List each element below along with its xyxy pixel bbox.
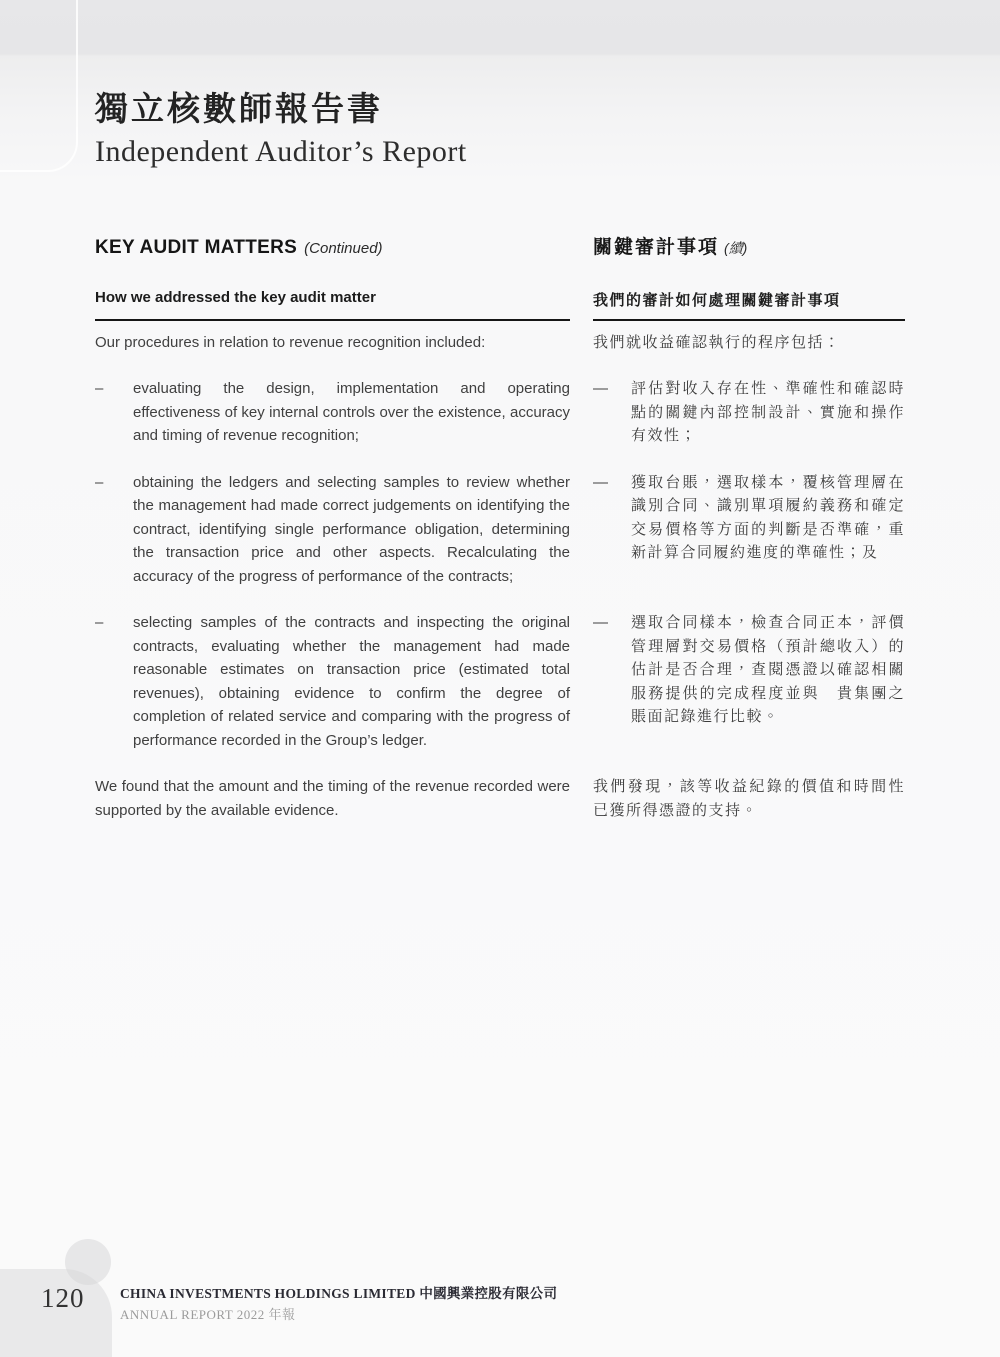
bullet-1-text-zh: 評估對收入存在性、準確性和確認時點的關鍵內部控制設計、實施和操作有效性；	[631, 380, 905, 445]
section-heading-zh-continued: (續)	[724, 239, 748, 256]
intro-paragraph-zh: 我們就收益確認執行的程序包括：	[593, 333, 841, 351]
section-heading-en-text: KEY AUDIT MATTERS	[95, 236, 298, 258]
section-heading-zh	[593, 232, 905, 259]
section-heading-en-continued: (Continued)	[304, 239, 383, 257]
bullet-1-zh	[593, 377, 905, 448]
bullet-row-3	[95, 611, 905, 752]
bullet-3-dash-en: –	[95, 614, 104, 632]
footer-report-line: ANNUAL REPORT 2022 年報	[120, 1307, 296, 1322]
section-heading-en	[95, 237, 570, 259]
bullet-1-dash-zh: —	[593, 380, 608, 398]
bullet-3-text-zh: 選取合同樣本，檢查合同正本，評價管理層對交易價格（預計總收入）的估計是否合理，查閱憑證以確認相關服務提供的完成程度並與 貴集團之賬面記錄進行比較。	[631, 614, 905, 726]
intro-paragraph-en: Our procedures in relation to revenue recognition included:	[95, 333, 486, 351]
bullet-1-dash-en: –	[95, 380, 104, 398]
bullet-row-2	[95, 471, 905, 589]
bullet-2-text-zh: 獲取台賬，選取樣本，覆核管理層在識別合同、識別單項履約義務和確定交易價格等方面的判斷是否準確，重新計算合同履約進度的準確性；及	[631, 473, 905, 562]
bullet-3-zh	[593, 611, 905, 752]
page-number: 120	[41, 1283, 85, 1313]
footer-circle-decoration	[65, 1239, 111, 1285]
corner-decoration-line	[0, 0, 78, 172]
footer-text-block	[120, 1282, 557, 1323]
bullet-3-text-en: selecting samples of the contracts and inspecting the original contracts, evaluating whether the management had made reasonable estimates on transaction price (estimated total revenues), obtaining evidence to confirm the degree of completion of related service and comparing with the progress of performance recorded in the Group’s ledger.	[133, 614, 570, 749]
intro-row	[95, 331, 905, 355]
footer-company-line: CHINA INVESTMENTS HOLDINGS LIMITED 中國興業控股有限公司	[120, 1286, 558, 1301]
bullet-2-en	[95, 471, 570, 589]
closing-paragraph-en: We found that the amount and the timing of the revenue recorded were supported by the available evidence.	[95, 778, 570, 819]
report-title-en: Independent Auditor’s Report	[95, 134, 467, 168]
page-content	[95, 0, 905, 845]
bullet-1-text-en: evaluating the design, implementation and operating effectiveness of key internal controls over the existence, accuracy and timing of revenue recognition;	[133, 380, 570, 445]
section-heading-row	[95, 232, 905, 259]
body-rows	[95, 331, 905, 823]
bullet-2-dash-en: –	[95, 473, 104, 491]
subheading-zh: 我們的審計如何處理關鍵審計事項	[593, 289, 905, 321]
bullet-3-dash-zh: —	[593, 614, 608, 632]
bullet-2-zh	[593, 471, 905, 589]
report-title-zh: 獨立核數師報告書	[95, 92, 383, 128]
subheading-row	[95, 289, 905, 321]
report-title-block	[95, 92, 905, 168]
bullet-row-1	[95, 377, 905, 448]
bullet-1-en	[95, 377, 570, 448]
closing-row	[95, 775, 905, 822]
bullet-2-dash-zh: —	[593, 473, 608, 491]
subheading-en: How we addressed the key audit matter	[95, 289, 570, 321]
bullet-3-en	[95, 611, 570, 752]
section-heading-zh-text: 關鍵審計事項	[593, 236, 720, 258]
bullet-2-text-en: obtaining the ledgers and selecting samples to review whether the management had made correct judgements on identifying the contract, identifying single performance obligation, determining the transaction price and other aspects. Recalculating the accuracy of the progress of performance of the contracts;	[133, 473, 570, 585]
closing-paragraph-zh: 我們發現，該等收益紀錄的價值和時間性已獲所得憑證的支持。	[593, 778, 905, 819]
